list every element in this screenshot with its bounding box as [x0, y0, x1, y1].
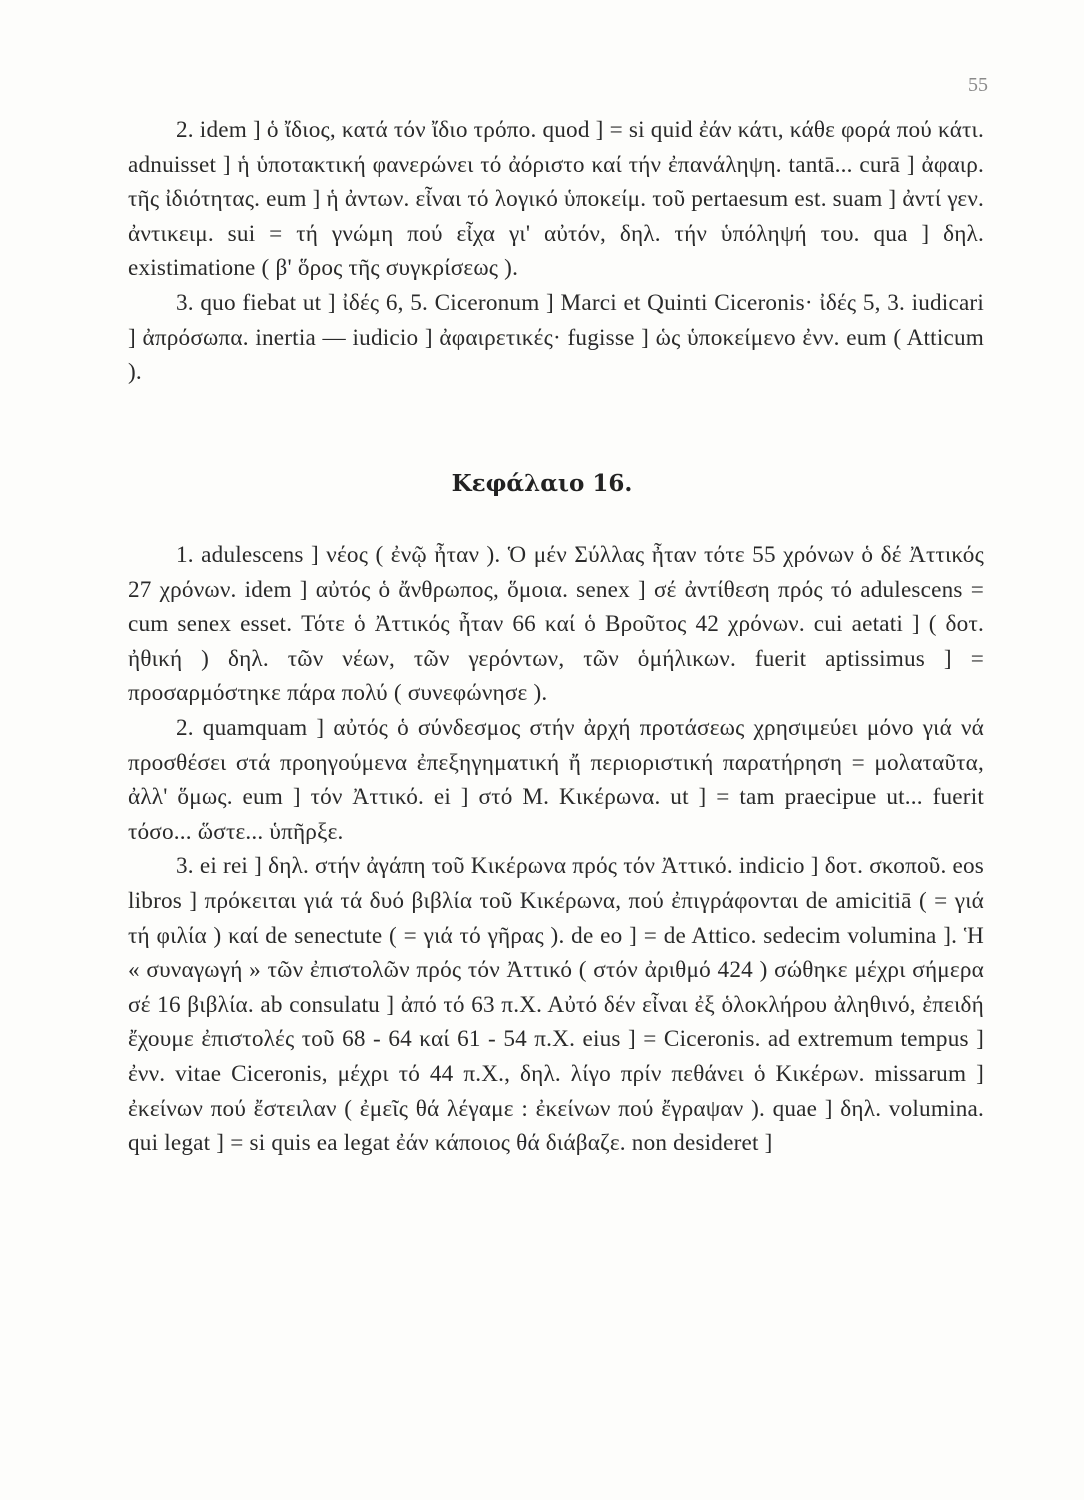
commentary-paragraph: 3. quo fiebat ut ] ἰδές 6, 5. Ciceronum ] Marci et Quinti Ciceronis· ἰδές 5, 3. iudicari ] ἀπρόσωπα. inertia — iudicio ] ἀφαιρετικές· fugisse ] ὡς ὑποκείμενο ἐνν. eum ( Atticum ). — [128, 289, 984, 386]
commentary-paragraph: 3. ei rei ] δηλ. στήν ἀγάπη τοῦ Κικέρωνα πρός τόν Ἀττικό. indicio ] δοτ. σκοποῦ. eos libros ] πρόκειται γιά τά δυό βιβλία τοῦ Κικέρωνα, πού ἐπιγράφονται de amicitiā ( = γιά τή φιλία ) καί de senectute ( = γιά τό γῆρας ). de eo ] = de Attico. sedecim volumina ]. Ἡ « συναγωγή » τῶν ἐπιστολῶν πρός τόν Ἀττικό ( στόν ἀριθμό 424 ) σώθηκε μέχρι σήμερα σέ 16 βιβλία. ab consulatu ] ἀπό τό 63 π.Χ. Αὐτό δέν εἶναι ἐξ ὁλοκλήρου ἀληθινό, ἐπειδή ἔχουμε ἐπιστολές τοῦ 68 - 64 καί 61 - 54 π.Χ. eius ] = Ciceronis. ad extremum tempus ] ἐνν. vitae Ciceronis, μέχρι τό 44 π.Χ., δηλ. λίγο πρίν πεθάνει ὁ Κικέρων. missarum ] ἐκείνων πού ἔστειλαν ( ἐμεῖς θά λέγαμε : ἐκείνων πού ἔγραψαν ). quae ] δηλ. volumina. qui legat ] = si quis ea legat ἐάν κάποιος θά διάβαζε. non desideret ] — [128, 853, 984, 1157]
commentary-section-16 — [128, 538, 984, 1161]
page-number: 55 — [968, 74, 988, 96]
commentary-paragraph: 2. idem ] ὁ ἴδιος, κατά τόν ἴδιο τρόπο. quod ] = si quid ἐάν κάτι, κάθε φορά πού κάτι. adnuisset ] ἡ ὑποτακτική φανερώνει τό ἀόριστο καί τήν ἐπανάληψη. tantā... curā ] ἀφαιρ. τῆς ἰδιότητας. eum ] ἡ ἀντων. εἶναι τό λογικό ὑποκείμ. τοῦ pertaesum est. suam ] ἀντί γεν. ἀντικειμ. sui = τή γνώμη πού εἶχα γι' αὐτόν, δηλ. τήν ὑπόληψή του. qua ] δηλ. existimatione ( β' ὅρος τῆς συγκρίσεως ). — [128, 117, 984, 282]
chapter-heading: Κεφάλαιο 16. — [451, 470, 633, 497]
commentary-paragraph: 2. quamquam ] αὐτός ὁ σύνδεσμος στήν ἀρχή προτάσεως χρησιμεύει μόνο γιά νά προσθέσει στά προηγούμενα ἐπεξηγηματική ἤ περιοριστική παρατήρηση = μολαταῦτα, ἀλλ' ὅμως. eum ] τόν Ἀττικό. ei ] στό Μ. Κικέρωνα. ut ] = tam praecipue ut... fuerit τόσο... ὥστε... ὑπῆρξε. — [128, 714, 984, 845]
commentary-paragraph: 1. adulescens ] νέος ( ἐνῷ ἦταν ). Ὁ μέν Σύλλας ἦταν τότε 55 χρόνων ὁ δέ Ἀττικός 27 χρόνων. idem ] αὐτός ὁ ἄνθρωπος, ὅμοια. senex ] σέ ἀντίθεση πρός τό adulescens = cum senex esset. Τότε ὁ Ἀττικός ἦταν 66 καί ὁ Βροῦτος 42 χρόνων. cui aetati ] ( δοτ. ἠθική ) δηλ. τῶν νέων, τῶν γερόντων, τῶν ὁμήλικων. fuerit aptissimus ] = προσαρμόστηκε πάρα πολύ ( συνεφώνησε ). — [128, 542, 984, 707]
commentary-section-15 — [128, 113, 984, 390]
